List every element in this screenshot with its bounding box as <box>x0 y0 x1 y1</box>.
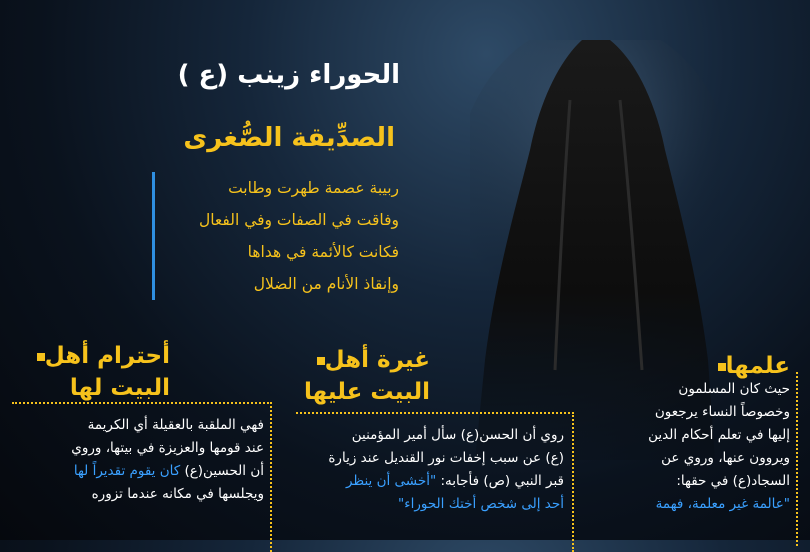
poem-line: وفاقت في الصفات وفي الفعال <box>198 211 399 229</box>
section-heading-label: البيت عليها <box>304 379 430 405</box>
body-line: عند قومها والعزيزة في بيتها، وروي <box>71 440 264 456</box>
poem-line: وإنقاذ الأنام من الضلال <box>253 275 399 293</box>
body-line: قبر النبي (ص) فأجابه: <box>440 473 564 489</box>
quote-line: أحد إلى شخص أختك الحوراء" <box>398 496 564 512</box>
body-line: وخصوصاً النساء يرجعون <box>654 404 790 420</box>
bullet-icon <box>718 363 726 371</box>
body-line: حيث كان المسلمون <box>678 381 790 397</box>
page-title: الحوراء زينب (ع ) <box>177 60 400 90</box>
section-heading-label: غيرة أهل <box>324 347 430 373</box>
section-heading-jealousy <box>270 344 430 408</box>
section-heading-label: أحترام أهل <box>44 343 170 369</box>
bullet-icon <box>37 353 45 361</box>
bullet-icon <box>317 357 325 365</box>
poem-line: فكانت كالأئمة في هداها <box>247 243 399 261</box>
body-line: أن الحسين(ع) <box>184 463 264 479</box>
page-subtitle: الصدِّيقة الصُّغرى <box>183 123 395 153</box>
section-heading-label: علمها <box>725 353 790 379</box>
section-body-knowledge <box>590 372 798 546</box>
poem-line: ربيبة عصمة طهرت وطابت <box>228 179 399 197</box>
quote-line: "عالمة غير معلمة، فهمة <box>655 496 790 512</box>
quote-line: كان يقوم تقديراً لها <box>73 463 181 479</box>
section-heading-respect <box>10 340 170 404</box>
body-line: السجاد(ع) في حقها: <box>676 473 790 489</box>
poem-block <box>152 172 403 300</box>
body-line: فهي الملقبة بالعقيلة أي الكريمة <box>87 417 264 433</box>
section-body-respect <box>12 402 272 552</box>
quote-line: "أخشى أن ينظر <box>345 473 437 489</box>
section-heading-label: البيت لها <box>69 375 170 401</box>
body-line: ويروون عنها، وروي عن <box>661 450 790 466</box>
body-line: إليها في تعلم أحكام الدين <box>648 427 790 443</box>
body-line: روي أن الحسن(ع) سأل أمير المؤمنين <box>351 427 564 443</box>
body-line: (ع) عن سبب إخفات نور القنديل عند زيارة <box>328 450 564 466</box>
section-body-jealousy <box>296 412 574 552</box>
body-line: ويجلسها في مكانه عندما تزوره <box>91 486 264 502</box>
